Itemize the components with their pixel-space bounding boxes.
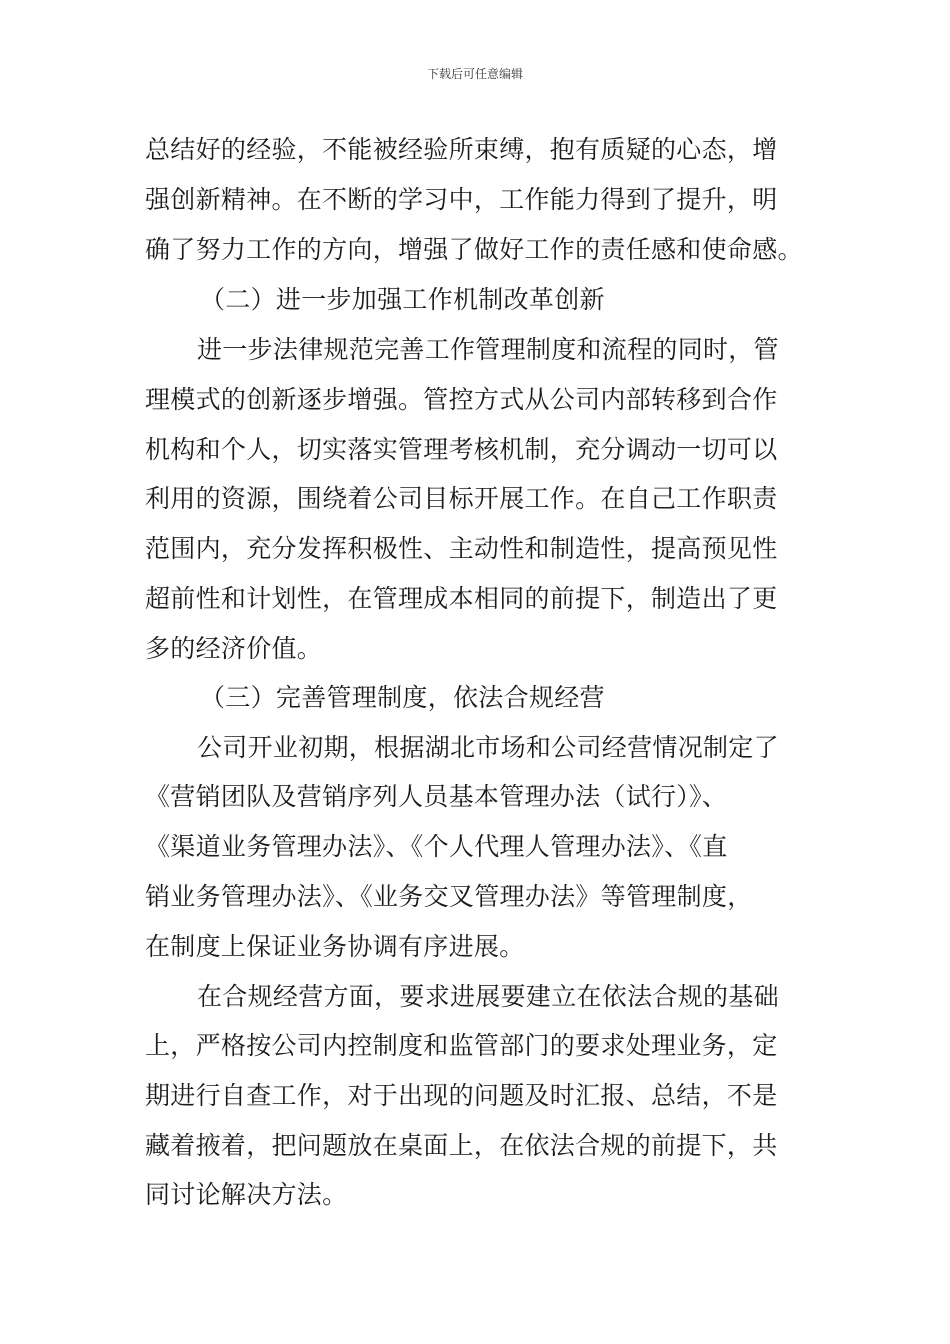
paragraph-4-line-2: 上，严格按公司内控制度和监管部门的要求处理业务，定: [145, 1031, 778, 1060]
paragraph-3-line-5: 在制度上保证业务协调有序进展。: [145, 932, 525, 961]
paragraph-1-line-2: 强创新精神。在不断的学习中，工作能力得到了提升，明: [145, 185, 778, 214]
paragraph-4-line-5: 同讨论解决方法。: [145, 1180, 348, 1209]
paragraph-3-line-4: 销业务管理办法》、《业务交叉管理办法》等管理制度，: [145, 882, 753, 911]
paragraph-1-line-1: 总结好的经验，不能被经验所束缚，抱有质疑的心态，增: [145, 135, 778, 164]
paragraph-3-line-2: 《营销团队及营销序列人员基本管理办法（试行）》、: [145, 782, 728, 811]
paragraph-2-line-6: 超前性和计划性，在管理成本相同的前提下，制造出了更: [145, 584, 778, 613]
paragraph-4-line-4: 藏着掖着，把问题放在桌面上，在依法合规的前提下，共: [145, 1131, 778, 1160]
section-heading-2: （二）进一步加强工作机制改革创新: [200, 285, 605, 314]
paragraph-4-line-3: 期进行自查工作，对于出现的问题及时汇报、总结，不是: [145, 1081, 778, 1110]
header-note: 下载后可任意编辑: [426, 67, 523, 81]
paragraph-3-line-1: 公司开业初期，根据湖北市场和公司经营情况制定了: [197, 733, 779, 762]
paragraph-2-line-4: 利用的资源，围绕着公司目标开展工作。在自己工作职责: [145, 484, 778, 513]
paragraph-2-line-5: 范围内，充分发挥积极性、主动性和制造性，提高预见性: [145, 534, 778, 563]
paragraph-2-line-7: 多的经济价值。: [145, 634, 323, 663]
paragraph-2-line-1: 进一步法律规范完善工作管理制度和流程的同时，管: [197, 335, 779, 364]
paragraph-2-line-3: 机构和个人，切实落实管理考核机制，充分调动一切可以: [145, 435, 778, 464]
paragraph-3-line-3: 《渠道业务管理办法》、《个人代理人管理办法》、《直: [145, 832, 728, 861]
section-heading-3: （三）完善管理制度，依法合规经营: [200, 683, 605, 712]
paragraph-4-line-1: 在合规经营方面，要求进展要建立在依法合规的基础: [197, 982, 779, 1011]
paragraph-2-line-2: 理模式的创新逐步增强。管控方式从公司内部转移到合作: [145, 385, 778, 414]
paragraph-1-line-3: 确了努力工作的方向，增强了做好工作的责任感和使命感。: [145, 235, 803, 264]
